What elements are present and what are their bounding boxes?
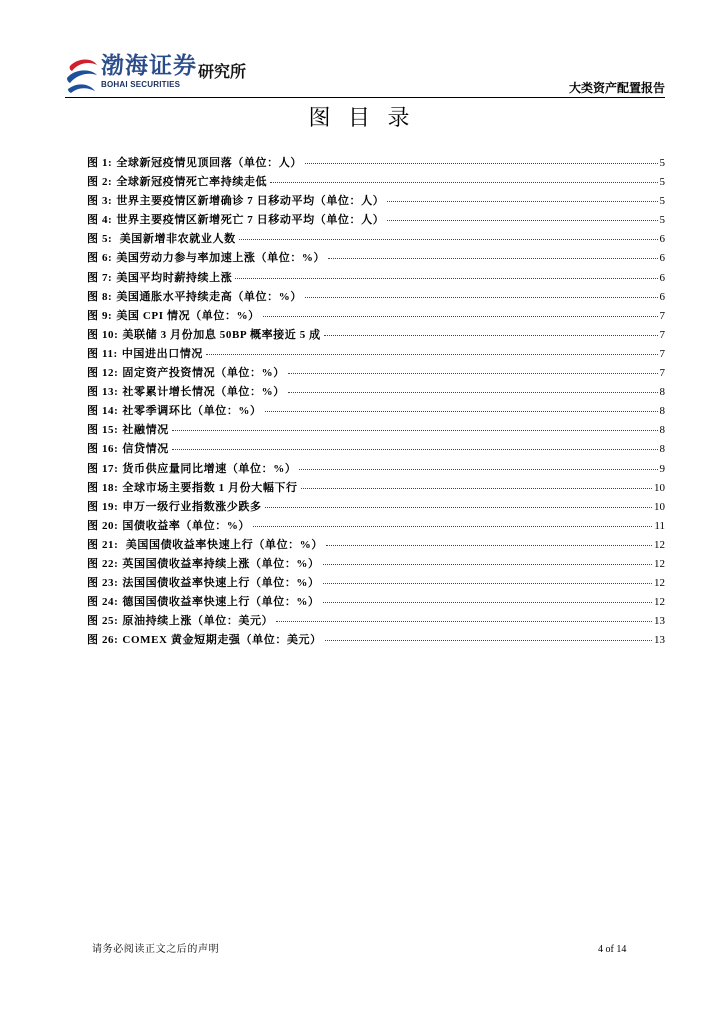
figure-number: 图 23: — [87, 577, 119, 590]
toc-entry[interactable] — [87, 192, 665, 211]
logo-english-name: BOHAI SECURITIES — [101, 80, 181, 89]
toc-entry[interactable] — [87, 612, 665, 631]
logo-chinese-name: 渤海证券 — [101, 53, 197, 78]
toc-entry[interactable] — [87, 555, 665, 574]
page-number: 6 — [659, 252, 665, 265]
dot-leader — [172, 430, 658, 431]
figure-title: 中国进出口情况 — [121, 347, 204, 360]
figure-title: 美国国债收益率快速上行（单位：%） — [122, 538, 323, 551]
figure-title: 全球新冠疫情死亡率持续走低 — [116, 176, 268, 189]
figure-number: 图 22: — [87, 557, 119, 570]
toc-entry[interactable] — [87, 593, 665, 612]
figure-number: 图 5: — [87, 233, 113, 246]
figure-number: 图 19: — [87, 500, 119, 513]
page-title: 图 目 录 — [308, 105, 416, 130]
page-number: 12 — [654, 538, 665, 551]
figure-title: 美国劳动力参与率加速上涨（单位：%） — [116, 252, 326, 265]
page-number: 5 — [659, 157, 665, 169]
toc-entry[interactable] — [87, 631, 665, 650]
toc-entry[interactable] — [87, 536, 665, 555]
toc-entry[interactable] — [87, 269, 665, 288]
figure-title: 德国国债收益率快速上行（单位：%） — [122, 596, 320, 609]
page-number: 13 — [654, 634, 665, 647]
dot-leader — [288, 392, 658, 393]
dot-leader — [323, 583, 652, 584]
figure-number: 图 4: — [87, 214, 113, 227]
figure-list — [87, 154, 665, 650]
figure-number: 图 3: — [87, 195, 113, 208]
page-number: 12 — [654, 596, 665, 609]
dot-leader — [265, 411, 658, 412]
page-number: 10 — [654, 500, 665, 513]
figure-title: 美国通胀水平持续走高（单位：%） — [116, 290, 302, 303]
figure-title: 世界主要疫情区新增死亡 7 日移动平均（单位：人） — [116, 214, 385, 227]
page-number: 13 — [654, 615, 665, 628]
figure-number: 图 13: — [87, 386, 119, 399]
dot-leader — [239, 239, 658, 240]
page-indicator: 4 of 14 — [598, 944, 627, 955]
dot-leader — [323, 564, 652, 565]
institute-name: 研究所 — [198, 64, 247, 81]
page-number: 8 — [659, 405, 665, 418]
dot-leader — [172, 449, 658, 450]
dot-leader — [299, 469, 657, 470]
dot-leader — [326, 545, 652, 546]
logo-swoosh-blue-upper — [67, 70, 97, 83]
dot-leader — [301, 488, 652, 489]
figure-title: 世界主要疫情区新增确诊 7 日移动平均（单位：人） — [116, 195, 385, 208]
toc-entry[interactable] — [87, 211, 665, 230]
page-number: 6 — [659, 271, 665, 284]
toc-entry[interactable] — [87, 479, 665, 498]
header-divider — [65, 97, 665, 98]
figure-number: 图 14: — [87, 405, 119, 418]
toc-entry[interactable] — [87, 345, 665, 364]
figure-title: 美联储 3 月份加息 50BP 概率接近 5 成 — [122, 328, 321, 341]
figure-number: 图 6: — [87, 252, 113, 265]
toc-entry[interactable] — [87, 249, 665, 268]
logo-swoosh-red — [70, 59, 97, 71]
toc-entry[interactable] — [87, 517, 665, 536]
figure-number: 图 21: — [87, 538, 119, 551]
figure-number: 图 16: — [87, 443, 119, 456]
figure-number: 图 12: — [87, 367, 119, 380]
figure-title: 申万一级行业指数涨少跌多 — [122, 500, 262, 513]
figure-title: COMEX 黄金短期走强（单位：美元） — [122, 634, 322, 647]
dot-leader — [263, 316, 658, 317]
page-number: 7 — [659, 347, 665, 360]
page-number: 12 — [654, 557, 665, 570]
dot-leader — [387, 220, 657, 221]
figure-title: 美国 CPI 情况（单位：%） — [116, 309, 260, 322]
toc-entry[interactable] — [87, 288, 665, 307]
page-number: 5 — [659, 214, 665, 227]
page-number: 6 — [659, 233, 665, 246]
toc-entry[interactable] — [87, 307, 665, 326]
dot-leader — [253, 526, 652, 527]
page-number: 8 — [659, 386, 665, 399]
dot-leader — [328, 258, 657, 259]
figure-title: 信贷情况 — [122, 443, 169, 456]
toc-entry[interactable] — [87, 402, 665, 421]
figure-number: 图 20: — [87, 519, 119, 532]
toc-entry[interactable] — [87, 574, 665, 593]
figure-title: 美国新增非农就业人数 — [116, 233, 236, 246]
dot-leader — [276, 621, 652, 622]
dot-leader — [324, 335, 658, 336]
dot-leader — [288, 373, 658, 374]
figure-title: 社融情况 — [122, 424, 169, 437]
toc-entry[interactable] — [87, 498, 665, 517]
figure-number: 图 2: — [87, 176, 113, 189]
report-type: 大类资产配置报告 — [568, 81, 665, 95]
figure-number: 图 8: — [87, 290, 113, 303]
figure-number: 图 24: — [87, 596, 119, 609]
page-number: 10 — [654, 481, 665, 494]
figure-title: 社零累计增长情况（单位：%） — [122, 386, 285, 399]
figure-title: 社零季调环比（单位：%） — [122, 405, 262, 418]
figure-number: 图 25: — [87, 615, 119, 628]
figure-number: 图 15: — [87, 424, 119, 437]
dot-leader — [305, 163, 658, 164]
page-number: 7 — [659, 328, 665, 341]
figure-title: 法国国债收益率快速上行（单位：%） — [122, 577, 320, 590]
figure-number: 图 9: — [87, 309, 113, 322]
page-number: 8 — [659, 424, 665, 437]
figure-title: 美国平均时薪持续上涨 — [116, 271, 233, 284]
figure-title: 全球新冠疫情见顶回落（单位：人） — [116, 157, 302, 169]
figure-number: 图 7: — [87, 271, 113, 284]
figure-number: 图 11: — [87, 347, 118, 360]
figure-title: 货币供应量同比增速（单位：%） — [122, 462, 297, 475]
toc-entry[interactable] — [87, 421, 665, 440]
page-number: 7 — [659, 309, 665, 322]
figure-title: 全球市场主要指数 1 月份大幅下行 — [122, 481, 298, 494]
toc-entry[interactable] — [87, 154, 665, 173]
dot-leader — [235, 278, 657, 279]
bohai-logo-icon — [65, 56, 99, 94]
dot-leader — [305, 297, 658, 298]
dot-leader — [206, 354, 657, 355]
page-number: 6 — [659, 290, 665, 303]
page-number: 8 — [659, 443, 665, 456]
dot-leader — [323, 602, 652, 603]
dot-leader — [325, 640, 652, 641]
dot-leader — [265, 507, 652, 508]
dot-leader — [387, 201, 657, 202]
toc-entry[interactable] — [87, 173, 665, 192]
page-number: 5 — [659, 195, 665, 208]
page-number: 11 — [654, 519, 665, 532]
toc-entry[interactable] — [87, 383, 665, 402]
page-number: 5 — [659, 176, 665, 189]
figure-number: 图 1: — [87, 157, 113, 169]
figure-title: 固定资产投资情况（单位：%） — [122, 367, 285, 380]
dot-leader — [270, 182, 657, 183]
figure-title: 国债收益率（单位：%） — [122, 519, 251, 532]
figure-title: 英国国债收益率持续上涨（单位：%） — [122, 557, 320, 570]
figure-number: 图 10: — [87, 328, 119, 341]
page-number: 12 — [654, 577, 665, 590]
toc-entry[interactable] — [87, 460, 665, 479]
figure-number: 图 17: — [87, 462, 119, 475]
footer-disclaimer: 请务必阅读正文之后的声明 — [92, 944, 220, 955]
figure-number: 图 18: — [87, 481, 119, 494]
figure-title: 原油持续上涨（单位：美元） — [122, 615, 274, 628]
logo-swoosh-blue-lower — [68, 84, 95, 93]
toc-entry[interactable] — [87, 364, 665, 383]
page-number: 9 — [659, 462, 665, 475]
page-number: 7 — [659, 367, 665, 380]
toc-entry[interactable] — [87, 230, 665, 249]
toc-entry[interactable] — [87, 440, 665, 459]
figure-number: 图 26: — [87, 634, 119, 647]
toc-entry[interactable] — [87, 326, 665, 345]
